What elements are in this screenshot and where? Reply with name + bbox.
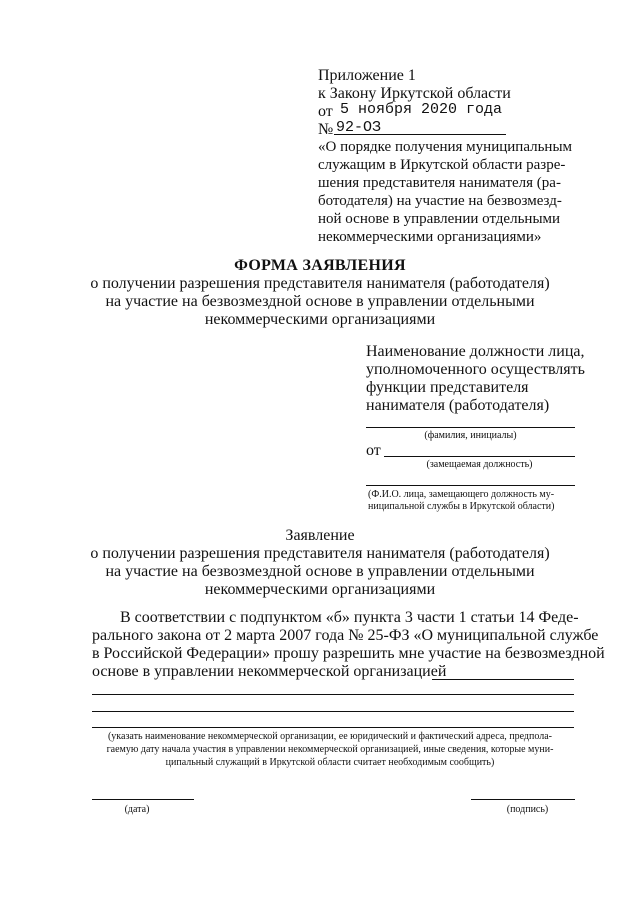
fio-input-line[interactable] [366, 485, 575, 486]
organization-details-line[interactable] [92, 727, 574, 728]
law-title-line: ботодателя) на участие на безвозмезд- [318, 193, 562, 209]
organization-footnote-line: (указать наименование некоммерческой организации, ее юридический и фактический адреса, предпола- [107, 731, 553, 742]
law-title-line: служащим в Иркутской области разре- [318, 157, 566, 173]
organization-footnote-line: гаемую дату начала участия в управлении некоммерческой организацией, иные сведения, которые муни- [106, 744, 554, 755]
date-caption: (дата) [124, 804, 150, 815]
from-label: от [366, 442, 381, 459]
fio-caption-line: (Ф.И.О. лица, замещающего должность му- [368, 489, 555, 500]
appendix-date-label: от [318, 103, 333, 120]
statement-title: Заявление [285, 527, 355, 544]
statement-subtitle-line: о получении разрешения представителя нанимателя (работодателя) [90, 545, 550, 562]
organization-input-line[interactable] [432, 679, 574, 680]
date-input-line[interactable] [92, 799, 194, 800]
law-title-line: некоммерческими организациями» [318, 229, 542, 245]
addressee-line: нанимателя (работодателя) [366, 397, 550, 414]
appendix-date-stamp: 5 ноября 2020 года [340, 101, 503, 118]
addressee-line: функции представителя [366, 379, 529, 396]
organization-details-line[interactable] [92, 711, 574, 712]
law-title-line: шения представителя нанимателя (ра- [318, 175, 561, 191]
law-title-line: ной основе в управлении отдельными [318, 211, 561, 227]
statement-body-line: в Российской Федерации» прошу разрешить мне участие на безвозмездной [92, 645, 605, 662]
addressee-line: Наименование должности лица, [366, 343, 585, 360]
statement-subtitle-line: некоммерческими организациями [204, 581, 436, 598]
appendix-number-stamp: 92-ОЗ [336, 119, 382, 136]
name-input-line[interactable] [366, 427, 575, 428]
statement-body-line: В соответствии с подпунктом «б» пункта 3 части 1 статьи 14 Феде- [120, 609, 579, 626]
form-subtitle-line: о получении разрешения представителя нанимателя (работодателя) [90, 275, 550, 292]
appendix-law-ref: к Закону Иркутской области [318, 85, 511, 102]
form-subtitle-line: на участие на безвозмездной основе в управлении отдельными [105, 293, 535, 310]
name-caption: (фамилия, инициалы) [424, 430, 517, 441]
appendix-number-label: № [318, 121, 334, 138]
signature-caption: (подпись) [506, 804, 549, 815]
position-caption: (замещаемая должность) [426, 459, 533, 470]
organization-details-line[interactable] [92, 694, 574, 695]
appendix-number: Приложение 1 [318, 67, 416, 84]
position-input-line[interactable] [384, 456, 575, 457]
statement-body-line: основе в управлении некоммерческой организацией [92, 663, 447, 680]
organization-footnote-line: ципальный служащий в Иркутской области считает необходимым сообщить) [165, 757, 495, 768]
law-title-line: «О порядке получения муниципальным [318, 139, 573, 155]
fio-caption-line: ниципальной службы в Иркутской области) [368, 501, 555, 512]
statement-subtitle-line: на участие на безвозмездной основе в управлении отдельными [105, 563, 535, 580]
form-title: ФОРМА ЗАЯВЛЕНИЯ [234, 257, 406, 274]
statement-body-line: рального закона от 2 марта 2007 года № 25-ФЗ «О муниципальной службе [92, 627, 599, 644]
addressee-line: уполномоченного осуществлять [366, 361, 585, 378]
form-subtitle-line: некоммерческими организациями [204, 311, 436, 328]
appendix-number-underline [334, 134, 506, 135]
signature-input-line[interactable] [471, 799, 575, 800]
